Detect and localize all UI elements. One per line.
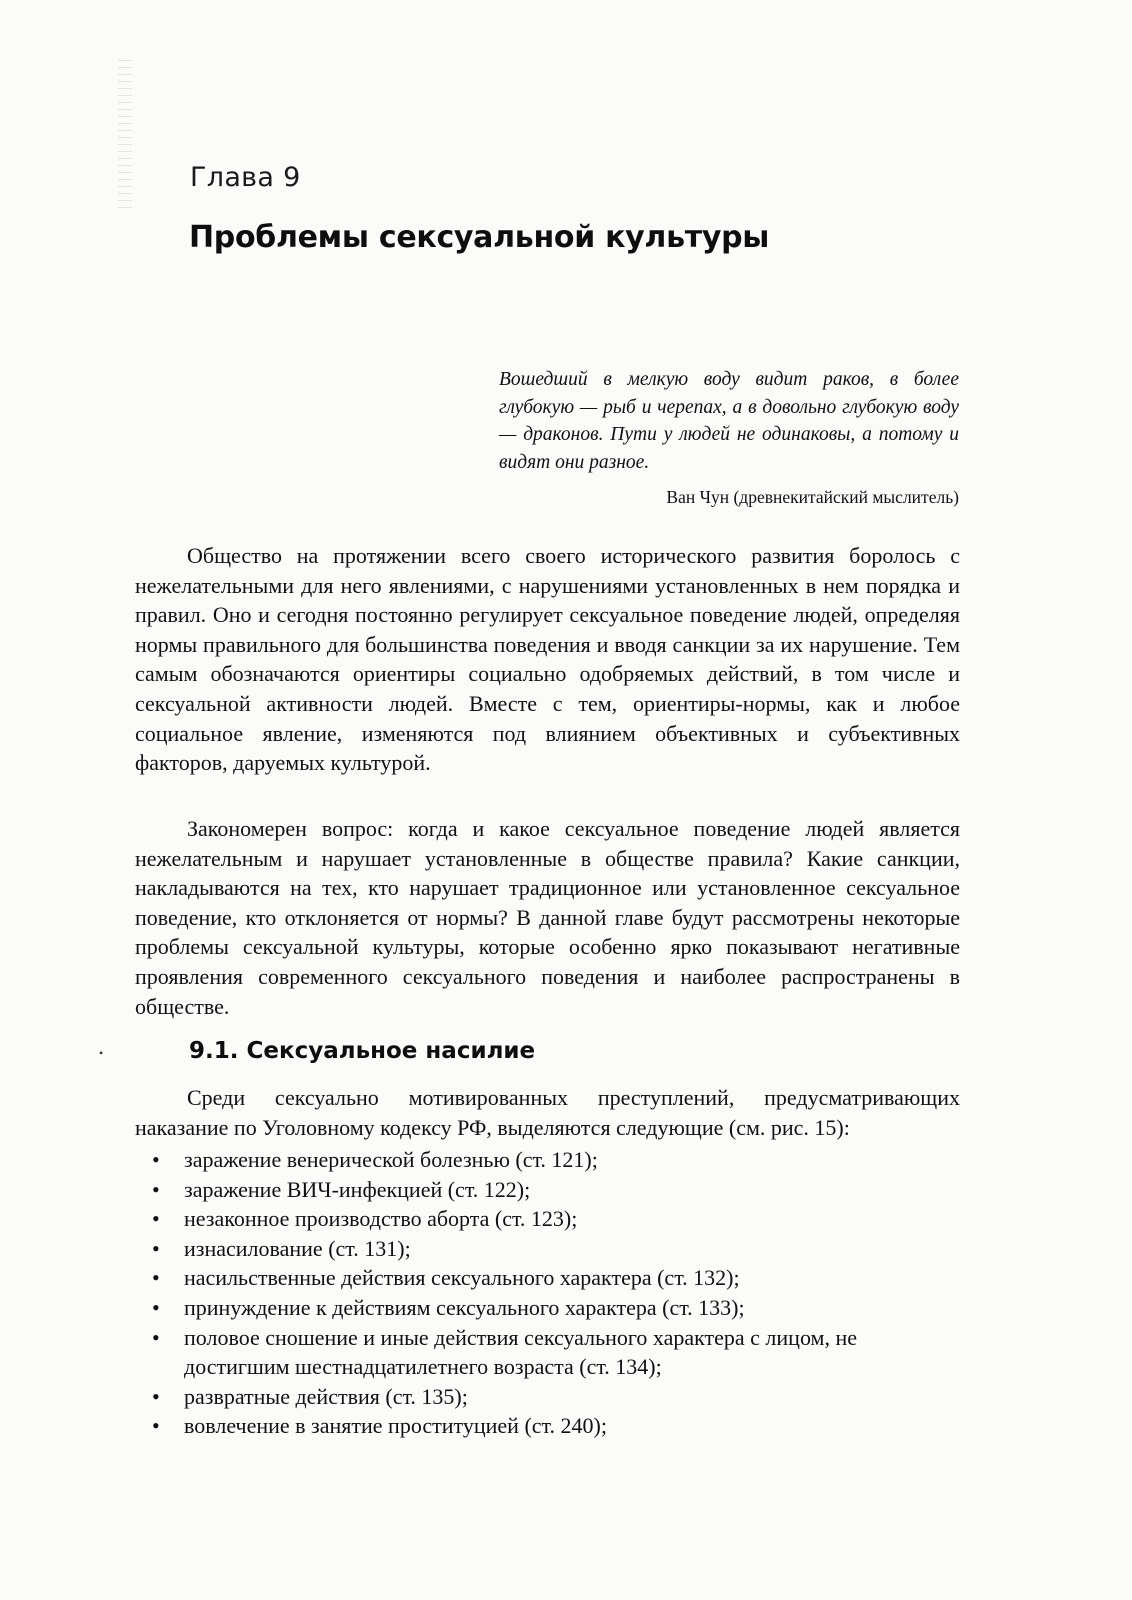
list-item (135, 1411, 960, 1441)
bullet: • (152, 1413, 160, 1439)
list-item-text: развратные действия (ст. 135); (184, 1383, 468, 1409)
list-item-text: насильственные действия сексуального характера (ст. 132); (184, 1265, 740, 1291)
list-item (135, 1145, 960, 1175)
scan-dot-artifact: • (99, 1046, 104, 1060)
scan-edge-artifact (118, 60, 132, 210)
bullet: • (152, 1235, 160, 1261)
bullet: • (152, 1147, 160, 1172)
list-item (135, 1382, 960, 1412)
chapter-label: Глава 9 (190, 162, 301, 193)
paragraph (135, 814, 960, 1021)
paragraph-text: Закономерен вопрос: когда и какое сексуальное поведение людей является нежелательным и нарушает установленные в обществе правила? Какие санкции, накладываются на тех, кто нарушает традиционное или установленное сексуальное поведение, кто отклоняется от нормы? В данной главе будут рассмотрены некоторые проблемы сексуальной культуры, которые особенно ярко показывают негативные проявления современного сексуального поведения и наиболее распространены в обществе. (135, 816, 960, 1019)
bullet: • (152, 1383, 160, 1409)
bullet: • (152, 1206, 160, 1232)
epigraph-text: Вошедший в мелкую воду видит раков, в более глубокую — рыб и черепах, а в довольно глубокую воду — драконов. Пути у людей не одинаковы, а потому и видят они разное. (499, 369, 959, 473)
list-item-text: незаконное производство аборта (ст. 123); (184, 1206, 578, 1232)
bullet: • (152, 1265, 160, 1291)
list-item (135, 1204, 960, 1234)
epigraph-author: Ван Чун (древнекитайский мыслитель) (666, 487, 959, 507)
list-item-text: вовлечение в занятие проституцией (ст. 240); (184, 1413, 607, 1439)
paragraph (135, 541, 960, 778)
list-item (135, 1293, 960, 1323)
list-item (135, 1175, 960, 1205)
list-item-text: половое сношение и иные действия сексуального характера с лицом, не достигшим шестнадцатилетнего возраста (ст. 134); (184, 1324, 857, 1380)
list-item (135, 1323, 960, 1382)
list-item (135, 1234, 960, 1264)
list-item (135, 1263, 960, 1293)
bullet: • (152, 1176, 160, 1202)
list-item-text: принуждение к действиям сексуального характера (ст. 133); (184, 1294, 745, 1320)
list-item-text: заражение ВИЧ-инфекцией (ст. 122); (184, 1176, 531, 1202)
list-item-text: заражение венерической болезнью (ст. 121); (184, 1147, 598, 1172)
bullet: • (152, 1324, 160, 1350)
section-heading: 9.1. Сексуальное насилие (189, 1038, 536, 1064)
paragraph (135, 1083, 960, 1142)
paragraph-text: Общество на протяжении всего своего исторического развития боролось с нежелательными для него явлениями, с нарушениями установленных в нем порядка и правил. Оно и сегодня постоянно регулирует сексуальное поведение людей, определяя нормы правильного для большинства поведения и вводя санкции за их нарушение. Тем самым обозначаются ориентиры социально одобряемых действий, в том числе и сексуальной активности людей. Вместе с тем, ориентиры-нормы, как и любое социальное явление, изменяются под влиянием объективных и субъективных факторов, даруемых культурой. (135, 543, 960, 776)
list-item-text: изнасилование (ст. 131); (184, 1235, 411, 1261)
bullet: • (152, 1294, 160, 1320)
crime-list (135, 1145, 960, 1441)
chapter-title: Проблемы сексуальной культуры (189, 220, 770, 255)
section-intro: Среди сексуально мотивированных преступлений, предусматривающих наказание по Уголовному кодексу РФ, выделяются следующие (см. рис. 15): (135, 1085, 960, 1140)
